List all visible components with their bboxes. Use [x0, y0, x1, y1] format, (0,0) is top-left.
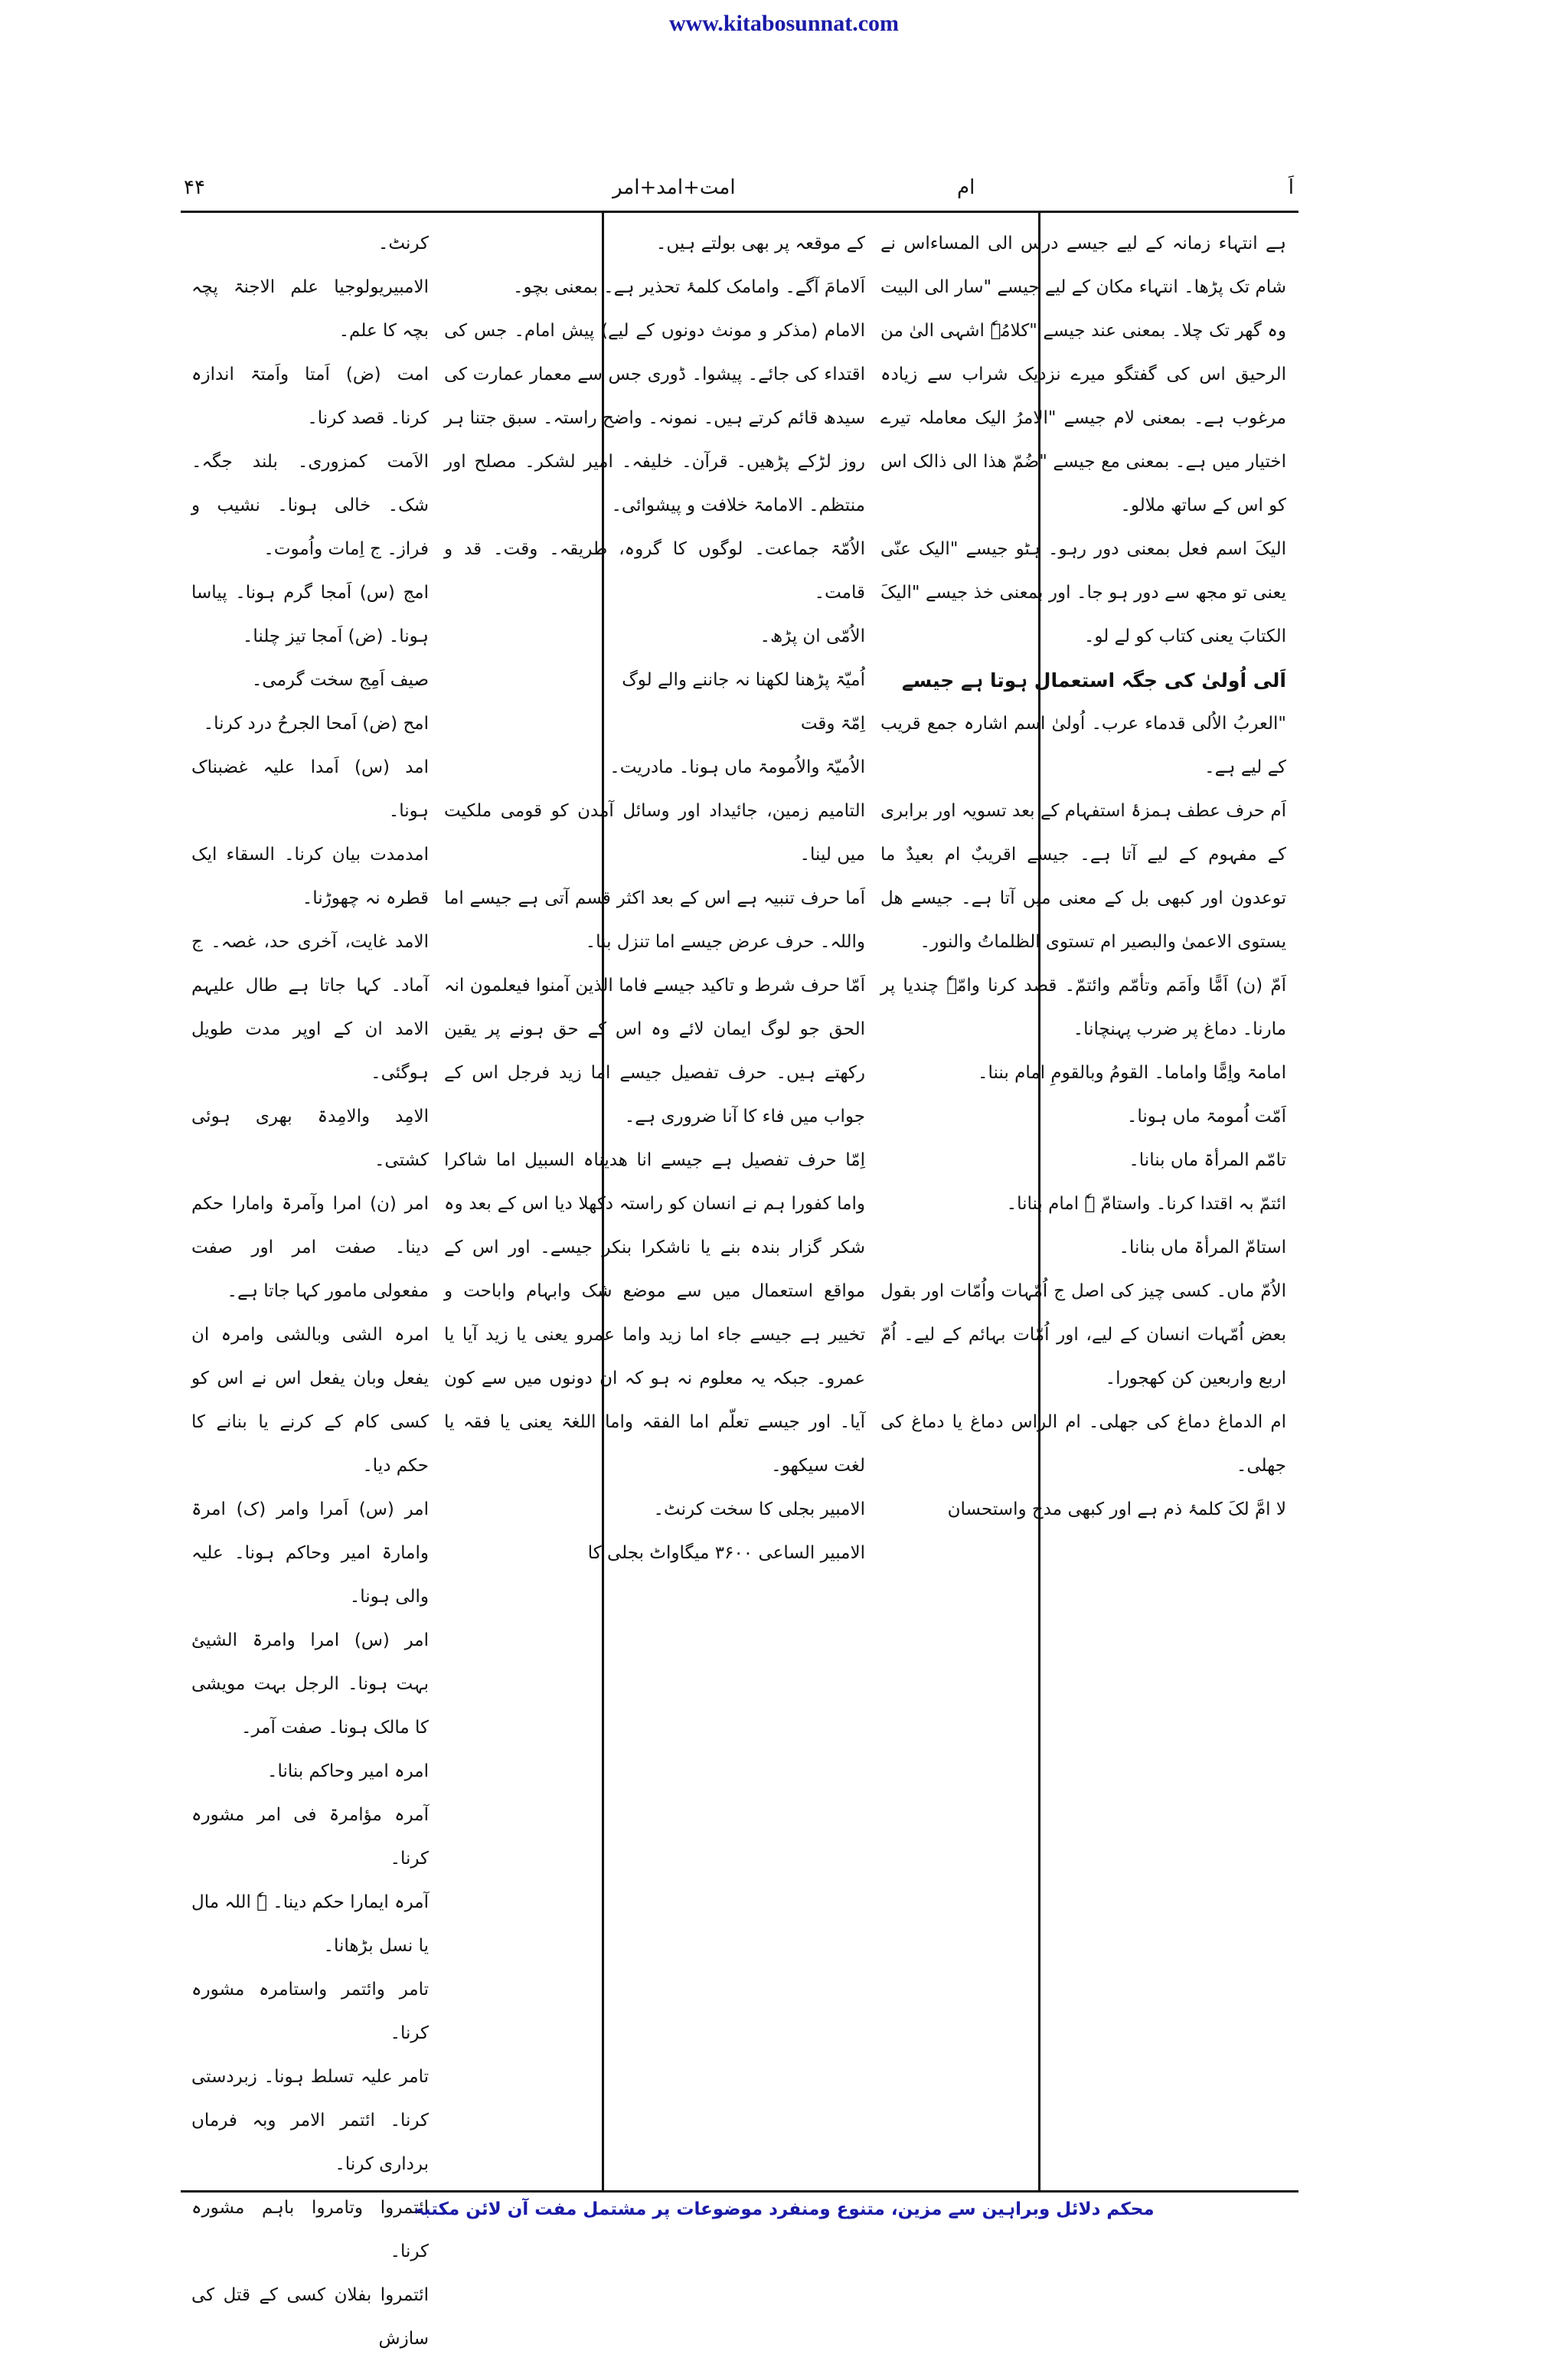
- entry-paragraph: اَمّا حرف شرط و تاکید جیسے فاما الذین آمنوا فیعلمون انہ الحق جو لوگ ایمان لائے وہ اس کے حق ہونے پر یقین رکھتے ہیں۔ حرف تفصیل جیسے اما زید فرجل اس کے جواب میں فاء کا آنا ضروری ہے۔: [444, 976, 865, 1127]
- entry-paragraph: التامیم زمین، جائیداد اور وسائل آمدن کو قومی ملکیت میں لینا۔: [444, 801, 865, 865]
- entry-paragraph: تامر علیہ تسلط ہونا۔ زبردستی کرنا۔ ائتمر الامر وبہ فرماں برداری کرنا۔: [191, 2067, 429, 2174]
- entry-paragraph: الیکَ اسم فعل بمعنی دور رہو۔ ہٹو جیسے "الیک عنّی یعنی تو مجھ سے دور ہو جا۔ اور بمعنی خذ جیسے "الیکَ الکتابَ یعنی کتاب کو لے لو۔: [880, 539, 1286, 646]
- entry-paragraph: لا امَّ لکَ کلمۂ ذم ہے اور کبھی مدح واستحسان: [947, 1499, 1286, 1519]
- entry-paragraph: آمرہ ایمارا حکم دینا۔ ہٗ اللہ مال یا نسل بڑھانا۔: [191, 1892, 429, 1956]
- entry-paragraph: ہے انتہاء زمانہ کے لیے جیسے درس الی المساءاس نے شام تک پڑھا۔ انتہاء مکان کے لیے جیسے "سار الی البیت وہ گھر تک چلا۔ بمعنی عند جیسے "کلامُہٗ اشہی الیٰ من الرحیق اس کی گفتگو میرے نزدیک شراب سے زیادہ مرغوب ہے۔ بمعنی لام جیسے "الامرُ الیک معاملہ تیرے اختیار میں ہے۔ بمعنی مع جیسے "ضُمّ ھذا الی ذالک اس کو اس کے ساتھ ملالو۔: [880, 234, 1286, 515]
- entry-paragraph: اَمّ (ن) اَمًّا واَمَم وتأمّم وائتمّ۔ قصد کرنا وامّہٗ چندیا پر مارنا۔ دماغ پر ضرب پہنچانا۔: [880, 976, 1286, 1039]
- entry-paragraph: آمرہ مؤامرۃ فی امر مشورہ کرنا۔: [191, 1805, 429, 1869]
- entry-paragraph: الاُمیّۃ والاُمومۃ ماں ہونا۔ مادریت۔: [609, 757, 865, 777]
- entry-paragraph: ائتمّ بہ اقتدا کرنا۔ واستامّ ہٗ امام بنانا۔: [1006, 1194, 1286, 1214]
- entry-paragraph: استامّ المرأۃ ماں بنانا۔: [1119, 1238, 1286, 1257]
- header-rule: [181, 211, 1298, 213]
- entry-paragraph: الاُمّۃ جماعت۔ لوگوں کا گروہ، طریقہ۔ وقت۔ قد و قامت۔: [444, 539, 865, 603]
- entry-paragraph: الاُمّ ماں۔ کسی چیز کی اصل ج اُمّہات واُمّات اور بقول بعض اُمّہات انسان کے لیے، اور اُمّات بہائم کے لیے۔ اُمّ اربع واربعین کن کھجورا۔: [880, 1281, 1286, 1388]
- right-mark: اَ: [1288, 176, 1294, 199]
- page-number: ۴۴: [184, 176, 205, 199]
- entry-paragraph: امدمدت بیان کرنا۔ السقاء ایک قطرہ نہ چھوڑنا۔: [191, 845, 429, 908]
- running-head-words: امت+امد+امر: [612, 176, 736, 199]
- entry-paragraph: امرہ الشی وبالشی وامرہ ان یفعل وبان یفعل اس نے اس کو کسی کام کے کرنے یا بنانے کا حکم دیا۔: [191, 1325, 429, 1476]
- entry-paragraph: اِمّا حرف تفصیل ہے جیسے انا ھدیناہ السبیل اما شاکرا واما کفورا ہم نے انسان کو راستہ دکھلا دیا اس کے بعد وہ شکر گزار بندہ بنے یا ناشکرا بنکر جیسے۔ اور اس کے مواقع استعمال میں سے موضع شک وابہام واباحت و تخییر ہے جیسے جاء اما زید واما عمرو یعنی یا زید آیا یا عمرو۔ جبکہ یہ معلوم نہ ہو کہ ان دونوں میں سے کون آیا۔ اور جیسے تعلّم اما الفقہ واما اللغۃ یعنی یا فقہ یا لغت سیکھو۔: [444, 1150, 865, 1476]
- column-left: [184, 222, 436, 2349]
- entry-paragraph: کے موقعہ پر بھی بولتے ہیں۔: [655, 234, 865, 253]
- running-header: [184, 170, 1294, 213]
- entry-paragraph: امد (س) اَمدا علیہ غضبناک ہونا۔: [191, 757, 429, 821]
- center-mark: ام: [957, 176, 975, 199]
- entry-paragraph: امح (ض) اَمحا الجرحُ درد کرنا۔: [203, 714, 429, 734]
- column-right: [873, 222, 1294, 2183]
- entry-paragraph: امت (ض) اَمتا واَمتۃ اندازہ کرنا۔ قصد کرنا۔: [191, 365, 429, 428]
- footer-rule: [181, 2190, 1298, 2193]
- entry-paragraph: تامّم المرأۃ ماں بنانا۔: [1129, 1150, 1286, 1170]
- entry-paragraph: امج (س) اَمجا گرم ہونا۔ پیاسا ہونا۔ (ض) اَمجا تیز چلنا۔: [191, 583, 429, 646]
- entry-paragraph: الامبیر الساعی ۳۶۰۰ میگاواٹ بجلی کا: [587, 1543, 865, 1563]
- entry-paragraph: الامام (مذکر و مونث دونوں کے لیے) پیش امام۔ جس کی اقتداء کی جائے۔ پیشوا۔ ڈوری جس سے معمار عمارت کی سیدھ قائم کرتے ہیں۔ نمونہ۔ واضح راستہ۔ سبق جتنا ہر روز لڑکے پڑھیں۔ قرآن۔ خلیفہ۔ امیر لشکر۔ مصلح اور منتظم۔ الامامۃ خلافت و پیشوائی۔: [444, 321, 865, 515]
- entry-paragraph: ام الدماغ دماغ کی جھلی۔ ام الراس دماغ یا دماغ کی جھلی۔: [880, 1412, 1286, 1476]
- entry-paragraph: امامۃ واِمًّا واماما۔ القومُ وبالقومِ امام بننا۔: [978, 1063, 1286, 1083]
- column-middle: [436, 222, 873, 2183]
- entry-paragraph: صیف اَمِج سخت گرمی۔: [251, 670, 429, 690]
- entry-paragraph: الامبیر بجلی کا سخت کرنٹ۔: [653, 1499, 865, 1519]
- entry-paragraph: امر (س) امرا وامرۃ الشیئ بہت ہونا۔ الرجل بہت مویشی کا مالک ہونا۔ صفت آمر۔: [191, 1630, 429, 1738]
- entry-paragraph: اِمّۃ وقت: [800, 714, 865, 734]
- footer-tagline: محکم دلائل وبراہین سے مزین، متنوع ومنفرد موضوعات پر مشتمل مفت آن لائن مکتبہ: [413, 2199, 1155, 2219]
- entry-paragraph: اَما حرف تنبیہ ہے اس کے بعد اکثر قسم آتی ہے جیسے اما واللہ۔ حرف عرض جیسے اما تنزل بنا۔: [444, 888, 865, 952]
- entry-paragraph: الاُمّی ان پڑھ۔: [760, 626, 865, 646]
- entry-paragraph: ائتمروا بفلان کسی کے قتل کی سازش: [191, 2285, 429, 2349]
- entry-paragraph: اَلی اُولیٰ کی جگہ استعمال ہوتا ہے جیسے: [901, 669, 1286, 692]
- entry-paragraph: تامر وائتمر واستامرہ مشورہ کرنا۔: [191, 1980, 429, 2043]
- entry-paragraph: امر (س) اَمرا وامر (ک) امرۃ وامارۃ امیر وحاکم ہونا۔ علیہ والی ہونا۔: [191, 1499, 429, 1607]
- entry-paragraph: الاَمت کمزوری۔ بلند جگہ۔ شک۔ خالی ہونا۔ نشیب و فراز۔ ج اِمات واُموت۔: [191, 452, 429, 559]
- entry-paragraph: الامِد والامِدۃ بھری ہوئی کشتی۔: [191, 1107, 429, 1170]
- entry-paragraph: کرنٹ۔: [377, 234, 429, 253]
- entry-paragraph: ائتمروا وتامروا باہم مشورہ کرنا۔: [191, 2198, 429, 2261]
- entry-paragraph: الامبیریولوجیا علم الاجنۃ پچہ بچہ کا علم۔: [191, 277, 429, 341]
- entry-paragraph: اُمیّۃ پڑھنا لکھنا نہ جاننے والے لوگ: [622, 670, 865, 690]
- entry-paragraph: امرہ امیر وحاکم بنانا۔: [267, 1761, 429, 1781]
- entry-paragraph: "العربُ الاُلی قدماء عرب۔ اُولیٰ اسم اشارہ جمع قریب کے لیے ہے۔: [880, 714, 1286, 777]
- entry-paragraph: امر (ن) امرا وآمرۃ وامارا حکم دینا۔ صفت امر اور صفت مفعولی مامور کہا جاتا ہے۔: [191, 1194, 429, 1301]
- entry-paragraph: اَلامامَ آگے۔ وامامک کلمۂ تحذیر ہے۔ بمعنی بچو۔: [513, 277, 865, 297]
- entry-paragraph: اَم حرف عطف ہمزۂ استفہام کے بعد تسویہ اور برابری کے مفہوم کے لیے آتا ہے۔ جیسے اقریبٌ ام بعیدٌ ما توعدون اور کبھی بل کے معنی میں آتا ہے۔ جیسے ھل یستوی الاعمیٰ والبصیر ام تستوی الظلماتُ والنور۔: [880, 801, 1286, 952]
- site-url[interactable]: www.kitabosunnat.com: [668, 11, 900, 36]
- entry-paragraph: الامد غایت، آخری حد، غصہ۔ ج آماد۔ کہا جاتا ہے طال علیہم الامد ان کے اوپر مدت طویل ہوگئی۔: [191, 932, 429, 1083]
- entry-paragraph: اَمّت اُمومۃ ماں ہونا۔: [1126, 1107, 1286, 1127]
